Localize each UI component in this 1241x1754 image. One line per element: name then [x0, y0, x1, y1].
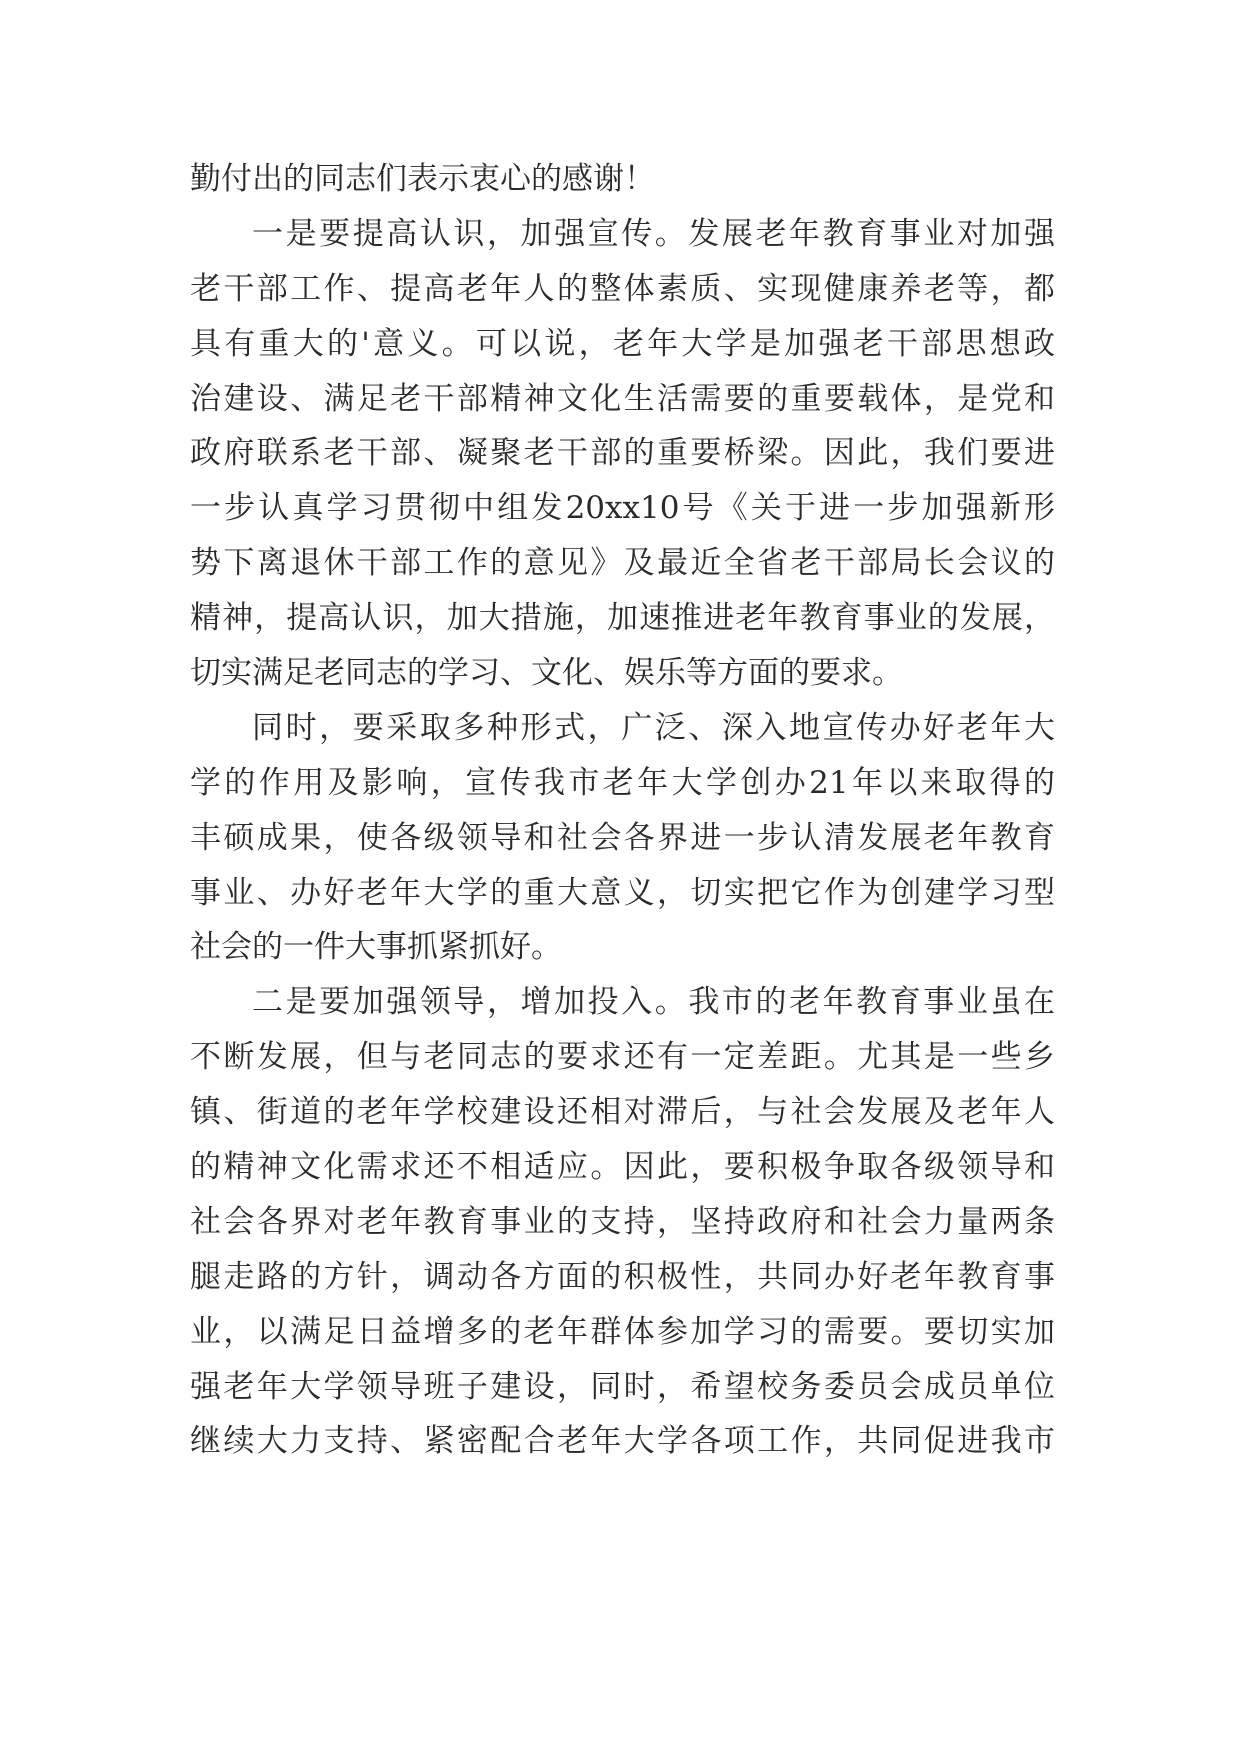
text-line: 事业、办好老年大学的重大意义，切实把它作为创建学习型 [190, 874, 1055, 911]
text-line: 的精神文化需求还不相适应。因此，要积极争取各级领导和 [190, 1149, 1055, 1186]
text-line: 势下离退休干部工作的意见》及最近全省老干部局长会议的 [190, 545, 1055, 582]
text-line: 精神，提高认识，加大措施，加速推进老年教育事业的发展， [190, 600, 1055, 637]
text-line: 业，以满足日益增多的老年群体参加学习的需要。要切实加 [190, 1313, 1055, 1350]
text-line: 不断发展，但与老同志的要求还有一定差距。尤其是一些乡 [190, 1039, 1055, 1076]
text-line: 治建设、满足老干部精神文化生活需要的重要载体，是党和 [190, 380, 1055, 417]
text-line: 继续大力支持、紧密配合老年大学各项工作，共同促进我市 [190, 1423, 1055, 1460]
text-line: 同时，要采取多种形式，广泛、深入地宣传办好老年大 [252, 709, 1055, 746]
text-line: 社会各界对老年教育事业的支持，坚持政府和社会力量两条 [190, 1203, 1055, 1240]
text-line: 学的作用及影响，宣传我市老年大学创办21年以来取得的 [190, 764, 1055, 801]
text-line: 丰硕成果，使各级领导和社会各界进一步认清发展老年教育 [190, 819, 1055, 856]
text-line: 镇、街道的老年学校建设还相对滞后，与社会发展及老年人 [190, 1094, 1055, 1131]
body-text [190, 152, 1055, 1469]
text-line: 一步认真学习贯彻中组发20xx10号《关于进一步加强新形 [190, 490, 1055, 527]
text-line: 社会的一件大事抓紧抓好。 [190, 929, 562, 966]
text-line: 强老年大学领导班子建设，同时，希望校务委员会成员单位 [190, 1368, 1055, 1405]
text-line: 腿走路的方针，调动各方面的积极性，共同办好老年教育事 [190, 1258, 1055, 1295]
text-line: 政府联系老干部、凝聚老干部的重要桥梁。因此，我们要进 [190, 435, 1055, 472]
text-line: 勤付出的同志们表示衷心的感谢！ [190, 161, 655, 197]
text-line: 一是要提高认识，加强宣传。发展老年教育事业对加强 [252, 215, 1055, 252]
text-line: 具有重大的'意义。可以说，老年大学是加强老干部思想政 [190, 325, 1055, 362]
text-line: 切实满足老同志的学习、文化、娱乐等方面的要求。 [190, 655, 903, 692]
text-line: 二是要加强领导，增加投入。我市的老年教育事业虽在 [252, 984, 1055, 1021]
text-line: 老干部工作、提高老年人的整体素质、实现健康养老等，都 [190, 270, 1055, 307]
